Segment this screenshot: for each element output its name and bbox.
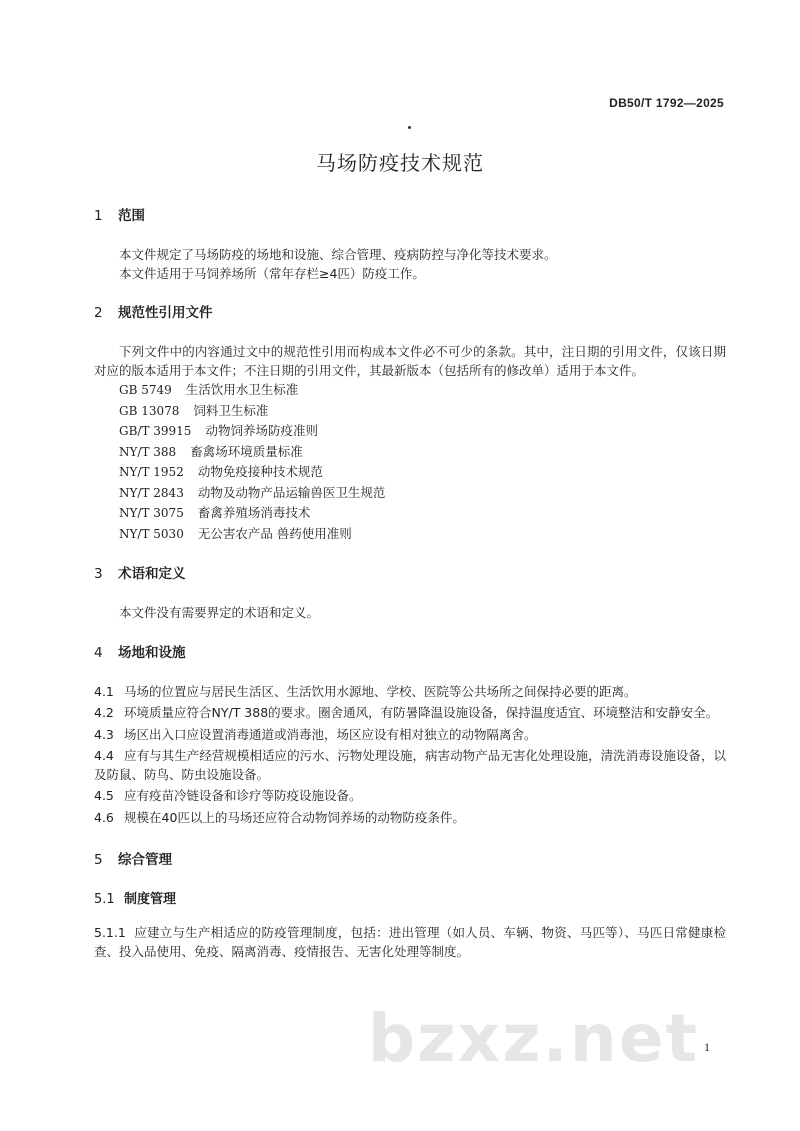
section-title: 场地和设施 — [118, 644, 186, 661]
scope-paragraph-2: 本文件适用于马饲养场所（常年存栏≥4匹）防疫工作。 — [119, 265, 425, 281]
reference-item: GB 5749 生活饮用水卫生标准 — [119, 382, 299, 397]
section-number: 5 — [94, 852, 103, 868]
section-heading-facilities — [94, 643, 726, 663]
reference-item: NY/T 1952 动物免疫接种技术规范 — [119, 464, 323, 479]
document-body — [94, 206, 726, 964]
clause-4-5: 4.5 应有疫苗冷链设备和诊疗等防疫设施设备。 — [94, 788, 362, 803]
terms-paragraph: 本文件没有需要界定的术语和定义。 — [119, 605, 320, 620]
page-number: 1 — [704, 1040, 710, 1054]
section-title: 术语和定义 — [118, 566, 186, 582]
references-intro: 下列文件中的内容通过文中的规范性引用而构成本文件必不可少的条款。其中，注日期的引用文件，仅该日期对应的版本适用于本文件；不注日期的引用文件，其最新版本（包括所有的修改单）适用于本文件。 — [94, 344, 726, 378]
title-mark — [408, 126, 411, 129]
document-title: 马场防疫技术规范 — [316, 151, 484, 176]
reference-item: NY/T 2843 动物及动物产品运输兽医卫生规范 — [119, 484, 386, 500]
reference-item: NY/T 388 畜禽场环境质量标准 — [119, 443, 303, 459]
clause-5-1-1: 5.1.1 应建立与生产相适应的防疫管理制度，包括：进出管理（如人员、车辆、物资、马匹等）、马匹日常健康检查、投入品使用、免疫、隔离消毒、疫情报告、无害化处理等制度。 — [94, 925, 726, 959]
reference-list — [94, 380, 726, 544]
clause-4-1: 4.1 马场的位置应与居民生活区、生活饮用水源地、学校、医院等公共场所之间保持必要的距离。 — [94, 683, 637, 699]
section-heading-references — [94, 303, 726, 323]
section-heading-scope — [94, 206, 726, 226]
reference-item: GB/T 39915 动物饲养场防疫准则 — [119, 423, 318, 438]
section-title: 综合管理 — [118, 852, 172, 868]
section-number: 2 — [94, 305, 103, 321]
section-number: 1 — [94, 208, 103, 224]
reference-item: NY/T 5030 无公害农产品 兽药使用准则 — [119, 525, 352, 541]
clause-4-6: 4.6 规模在40匹以上的马场还应符合动物饲养场的动物防疫条件。 — [94, 809, 465, 825]
document-code: DB50/T 1792—2025 — [609, 96, 724, 110]
section-number: 4 — [94, 644, 103, 661]
section-number: 3 — [94, 566, 103, 582]
section-heading-terms — [94, 564, 726, 584]
clause-4-4: 4.4 应有与其生产经营规模相适应的污水、污物处理设施，病害动物产品无害化处理设施，清洗消毒设施设备，以及防鼠、防鸟、防虫设施设备。 — [94, 748, 726, 782]
section-title: 规范性引用文件 — [118, 305, 213, 321]
subsection-heading-system: 5.1 制度管理 — [94, 892, 177, 907]
clause-4-3: 4.3 场区出入口应设置消毒通道或消毒池，场区应设有相对独立的动物隔离舍。 — [94, 726, 537, 742]
reference-item: GB 13078 饲料卫生标准 — [119, 402, 269, 418]
section-title: 范围 — [118, 208, 145, 224]
watermark: bzxz.net — [368, 1000, 700, 1077]
scope-paragraph-1: 本文件规定了马场防疫的场地和设施、综合管理、疫病防控与净化等技术要求。 — [119, 247, 557, 262]
reference-item: NY/T 3075 畜禽养殖场消毒技术 — [119, 505, 311, 520]
section-heading-management — [94, 850, 726, 870]
clause-4-2: 4.2 环境质量应符合NY/T 388的要求。圈舍通风，有防暑降温设施设备，保持温度适宜、环境整洁和安静安全。 — [94, 705, 719, 720]
